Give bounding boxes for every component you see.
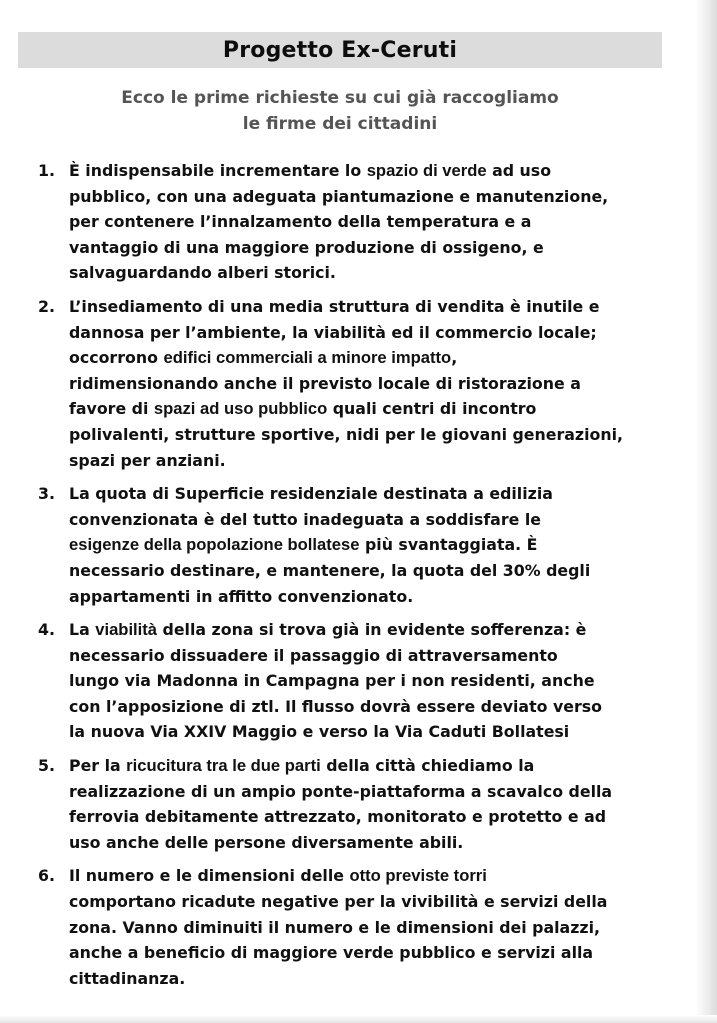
text-segment: uso anche delle persone diversamente abili.: [69, 832, 464, 852]
emphasized-phrase: edifici commerciali a minore impatto: [163, 348, 452, 368]
text-segment: della città chiediamo la: [320, 756, 535, 776]
text-segment: vantaggio di una maggiore produzione di ossigeno, e: [69, 237, 544, 257]
emphasized-phrase: spazio di verde: [366, 161, 487, 180]
list-item: [38, 753, 678, 855]
list-item-text-line: [69, 158, 678, 184]
list-item-text-line: [69, 915, 678, 941]
text-segment: occorrono: [69, 348, 164, 368]
text-segment: Per la: [69, 756, 127, 776]
list-item-text-line: [69, 863, 678, 889]
list-item-text-line: [69, 558, 678, 584]
list-item: [38, 863, 678, 991]
emphasized-phrase: viabilità: [95, 620, 158, 640]
list-item-text-line: [69, 753, 678, 779]
list-item-text-line: [69, 940, 678, 966]
list-item-number: 6.: [38, 866, 55, 886]
text-segment: ridimensionando anche il previsto locale di ristorazione a: [69, 373, 581, 393]
list-item-text-line: [69, 966, 678, 992]
text-segment: per contenere l’innalzamento della temperatura e a: [69, 212, 532, 232]
requests-list: [38, 158, 678, 999]
text-segment: della zona si trova già in evidente sofferenza: è: [157, 620, 587, 640]
text-segment: ferrovia debitamente attrezzato, monitorato e protetto e ad: [69, 807, 607, 827]
emphasized-phrase: ricucitura tra le due parti: [126, 756, 321, 776]
list-item-number: 2.: [38, 296, 55, 316]
list-item-text-line: [69, 532, 678, 558]
text-segment: Il numero e le dimensioni delle: [69, 866, 350, 886]
list-item-number: 1.: [38, 161, 55, 180]
text-segment: necessario destinare, e mantenere, la quota del 30% degli: [69, 560, 591, 580]
subtitle-line-2: le firme dei cittadini: [242, 114, 438, 134]
list-item-text-line: [69, 719, 678, 745]
list-item-text-line: [69, 507, 678, 533]
text-segment: ,: [451, 348, 458, 368]
page-title: Progetto Ex-Ceruti: [222, 37, 458, 63]
text-segment: anche a beneficio di maggiore verde pubblico e servizi alla: [69, 943, 594, 963]
emphasized-phrase: otto previste torri: [349, 866, 487, 886]
list-item-text-line: [69, 371, 678, 397]
list-item-text-line: [69, 320, 678, 346]
text-segment: La quota di Superficie residenziale destinata a edilizia: [69, 484, 553, 504]
text-segment: spazi per anziani.: [69, 450, 226, 470]
list-item-number: 5.: [38, 756, 55, 776]
text-segment: dannosa per l’ambiente, la viabilità ed il commercio locale;: [69, 322, 597, 342]
page-edge-shadow: [695, 0, 717, 1023]
list-item-text-line: [69, 448, 678, 474]
text-segment: L’insediamento di una media struttura di vendita è inutile e: [69, 296, 600, 316]
text-segment: lungo via Madonna in Campagna per i non residenti, anche: [69, 671, 595, 691]
text-segment: più svantaggiata. È: [359, 535, 538, 555]
list-item-text-line: [69, 209, 678, 235]
list-item-text-line: [69, 889, 678, 915]
text-segment: comportano ricadute negative per la vivibilità e servizi della: [69, 892, 608, 912]
list-item-number: 3.: [38, 484, 55, 504]
text-segment: realizzazione di un ampio ponte-piattaforma a scavalco della: [69, 781, 613, 801]
text-segment: quali centri di incontro: [327, 399, 537, 419]
list-item-text-line: [69, 584, 678, 610]
list-item-number: 4.: [38, 620, 55, 640]
text-segment: convenzionata è del tutto inadeguata a soddisfare le: [69, 509, 541, 529]
list-item-text-line: [69, 396, 678, 422]
list-item-text-line: [69, 422, 678, 448]
list-item-text-line: [69, 643, 678, 669]
text-segment: pubblico, con una adeguata piantumazione e manutenzione,: [69, 186, 609, 206]
text-segment: necessario dissuadere il passaggio di attraversamento: [69, 645, 558, 665]
text-segment: con l’apposizione di ztl. Il flusso dovrà essere deviato verso: [69, 696, 603, 716]
list-item-text-line: [69, 694, 678, 720]
list-item-text-line: [69, 617, 678, 643]
page-bottom-shadow: [0, 1015, 717, 1023]
text-segment: polivalenti, strutture sportive, nidi per le giovani generazioni,: [69, 424, 624, 444]
list-item-text-line: [69, 668, 678, 694]
title-banner: [18, 32, 662, 68]
emphasized-phrase: spazi ad uso pubblico: [153, 399, 328, 419]
list-item-text-line: [69, 345, 678, 371]
subtitle-line-1: Ecco le prime richieste su cui già raccogliamo: [121, 88, 559, 108]
text-segment: zona. Vanno diminuiti il numero e le dimensioni dei palazzi,: [69, 917, 601, 937]
list-item-text-line: [69, 184, 678, 210]
list-item: [38, 158, 678, 286]
list-item-text-line: [69, 235, 678, 261]
list-item-text-line: [69, 260, 678, 286]
text-segment: appartamenti in affitto convenzionato.: [69, 586, 414, 606]
list-item-text-line: [69, 481, 678, 507]
text-segment: la nuova Via XXIV Maggio e verso la Via Caduti Bollatesi: [69, 722, 570, 742]
text-segment: favore di: [69, 399, 154, 419]
text-segment: È indispensabile incrementare lo: [69, 161, 367, 180]
text-segment: La: [69, 620, 96, 640]
list-item-text-line: [69, 779, 678, 805]
list-item: [38, 617, 678, 745]
list-item: [38, 481, 678, 609]
list-item: [38, 294, 678, 473]
list-item-text-line: [69, 830, 678, 856]
text-segment: salvaguardando alberi storici.: [69, 263, 336, 283]
list-item-text-line: [69, 804, 678, 830]
text-segment: ad uso: [486, 161, 552, 180]
emphasized-phrase: esigenze della popolazione bollatese: [69, 535, 360, 555]
text-segment: cittadinanza.: [69, 968, 186, 988]
list-item-text-line: [69, 294, 678, 320]
